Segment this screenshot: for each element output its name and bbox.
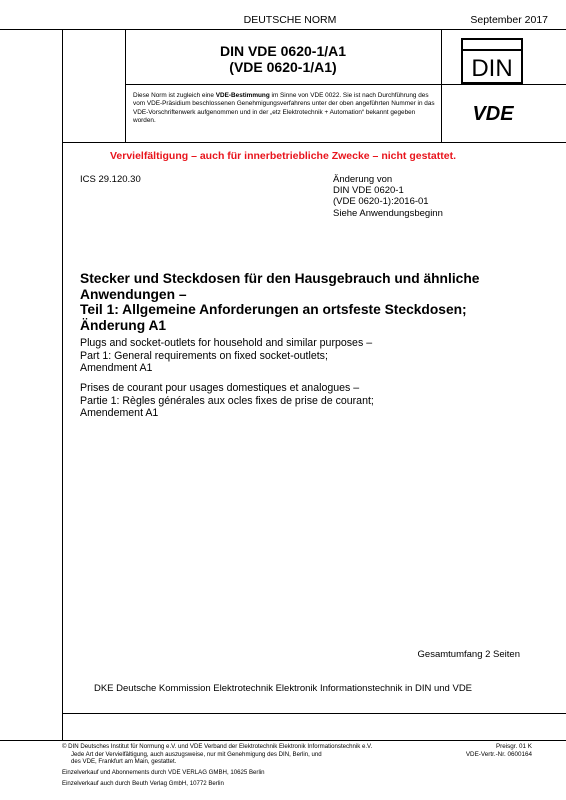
title-french (80, 382, 500, 420)
title-en-line: Amendment A1 (80, 362, 153, 375)
document-number (125, 43, 441, 75)
vde-note-bold: VDE-Bestimmung (215, 92, 270, 99)
document-number-line1: DIN VDE 0620-1/A1 (219, 43, 347, 59)
copyright-line: Jede Art der Vervielfältigung, auch auszugsweise, nur mit Genehmigung des DIN, Berlin, und (71, 750, 322, 758)
title-en-line: Plugs and socket-outlets for household and similar purposes – (80, 337, 373, 349)
footer-top-rule (0, 740, 566, 741)
left-frame-line (62, 29, 63, 740)
title-english (80, 337, 500, 375)
vde-note-part1: Diese Norm ist zugleich eine (133, 92, 216, 99)
change-reference (333, 174, 443, 219)
copyright-notice (62, 743, 422, 766)
ics-code: ICS 29.120.30 (80, 174, 141, 185)
vde-contract-number: VDE-Vertr.-Nr. 0600164 (465, 751, 532, 759)
change-line3: (VDE 0620-1):2016-01 (333, 196, 429, 208)
header-middle-rule (125, 84, 566, 85)
title-fr-line: Amendement A1 (80, 407, 159, 420)
title-de-line: Anwendungen – (80, 286, 187, 302)
title-fr-line: Prises de courant pour usages domestiques et analogues – (80, 382, 360, 394)
vde-note-part2: im Sinne von VDE 0022. Sie ist nach Durchführung des vom VDE-Präsidium beschlossenen Genehmigungsverfahrens unter der oben angeführten Nummer in das VDE-Vorschriftenwerk aufgenommen und in der „etz Elektrotechnik + Automation“ bekannt gegeben worden. (133, 92, 435, 125)
copyright-line: © DIN Deutsches Institut für Normung e.V. und VDE Verband der Elektrotechnik Elektronik Informationstechnik e.V. (62, 743, 373, 750)
issue-date: September 2017 (470, 14, 548, 26)
document-number-line2: (VDE 0620-1/A1) (229, 59, 337, 75)
header-bottom-rule (62, 142, 566, 143)
change-line1: Änderung von (333, 174, 393, 185)
din-logo-text: DIN (471, 55, 513, 82)
reproduction-warning: Vervielfältigung – auch für innerbetriebliche Zwecke – nicht gestattet. (109, 150, 456, 162)
vde-logo (458, 104, 528, 122)
price-info (466, 743, 532, 759)
dke-commission: DKE Deutsche Kommission Elektrotechnik Elektronik Informationstechnik in DIN und VDE (93, 683, 473, 694)
title-de-line: Stecker und Steckdosen für den Hausgebrauch und ähnliche (80, 271, 480, 286)
price-group: Preisgr. 01 K (495, 743, 532, 750)
top-rule (0, 29, 566, 30)
norm-type-label: DEUTSCHE NORM (243, 14, 337, 26)
din-logo (461, 38, 523, 84)
body-bottom-rule (62, 713, 566, 714)
title-de-line: Teil 1: Allgemeine Anforderungen an ortsfeste Steckdosen; (80, 302, 467, 318)
title-en-line: Part 1: General requirements on fixed socket-outlets; (80, 349, 328, 362)
vde-determination-note (133, 92, 437, 126)
sales-beuth-verlag: Einzelverkauf auch durch Beuth Verlag GmbH, 10772 Berlin (62, 780, 224, 787)
header-right-divider (441, 29, 442, 142)
change-line2: DIN VDE 0620-1 (333, 185, 404, 197)
copyright-line: des VDE, Frankfurt am Main, gestattet. (71, 758, 177, 766)
title-de-line: Änderung A1 (80, 317, 167, 333)
title-german (80, 271, 490, 333)
change-line4: Siehe Anwendungsbeginn (333, 207, 443, 219)
sales-vde-verlag: Einzelverkauf und Abonnements durch VDE VERLAG GMBH, 10625 Berlin (62, 769, 265, 776)
vde-logo-text: VDE (472, 104, 514, 122)
title-fr-line: Partie 1: Règles générales aux ocles fixes de prise de courant; (80, 394, 374, 407)
total-pages: Gesamtumfang 2 Seiten (417, 649, 520, 660)
